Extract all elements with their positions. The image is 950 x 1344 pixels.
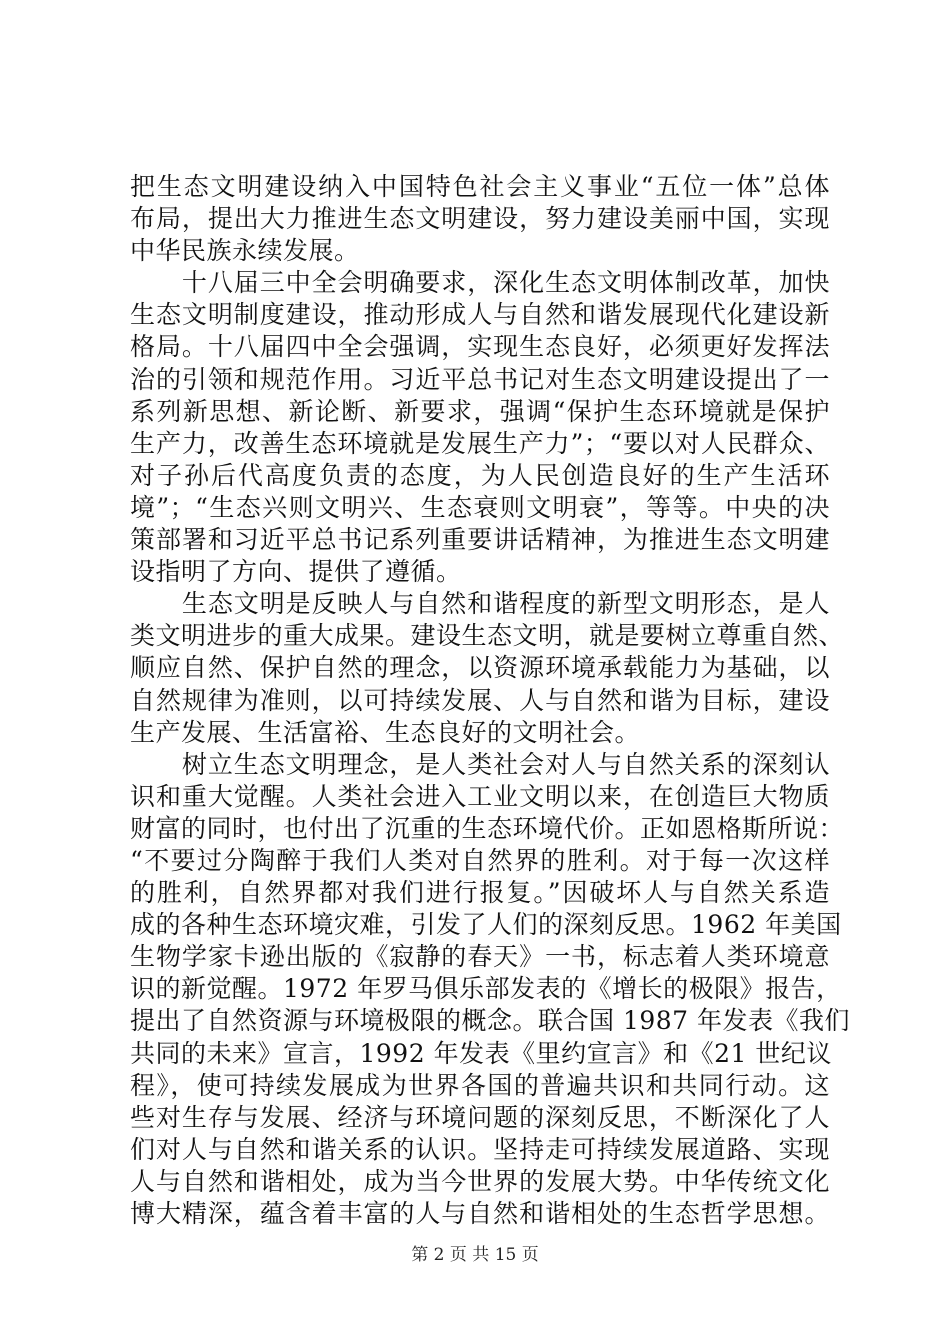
text-line: 生态文明是反映人与自然和谐程度的新型文明形态，是人 <box>130 589 830 619</box>
text-line: 布局，提出大力推进生态文明建设，努力建设美丽中国，实现 <box>130 204 830 234</box>
text-line: 财富的同时，也付出了沉重的生态环境代价。正如恩格斯所说： <box>130 813 845 843</box>
text-line: “不要过分陶醉于我们人类对自然界的胜利。对于每一次这样 <box>130 845 830 875</box>
text-line: 对子孙后代高度负责的态度，为人民创造良好的生产生活环 <box>130 460 830 490</box>
text-line: 共同的未来》宣言，1992 年发表《里约宣言》和《21 世纪议 <box>130 1038 832 1068</box>
text-line: 设指明了方向、提供了遵循。 <box>130 557 462 587</box>
text-line: 博大精深，蕴含着丰富的人与自然和谐相处的生态哲学思想。 <box>130 1199 830 1228</box>
text-line: 树立生态文明理念，是人类社会对人与自然关系的深刻认 <box>130 749 830 779</box>
text-line: 策部署和习近平总书记系列重要讲话精神，为推进生态文明建 <box>130 525 830 555</box>
text-line: 生产发展、生活富裕、生态良好的文明社会。 <box>130 717 641 747</box>
document-body <box>130 171 851 1230</box>
text-line: 格局。十八届四中全会强调，实现生态良好，必须更好发挥法 <box>130 332 830 362</box>
text-line: 自然规律为准则，以可持续发展、人与自然和谐为目标，建设 <box>130 685 830 715</box>
text-line: 们对人与自然和谐关系的认识。坚持走可持续发展道路、实现 <box>130 1134 830 1164</box>
text-line: 境”；“生态兴则文明兴、生态衰则文明衰”，等等。中央的决 <box>130 492 830 522</box>
text-line: 提出了自然资源与环境极限的概念。联合国 1987 年发表《我们 <box>130 1006 851 1036</box>
text-line: 的胜利，自然界都对我们进行报复。”因破坏人与自然关系造 <box>130 878 830 908</box>
text-line: 程》，使可持续发展成为世界各国的普遍共识和共同行动。这 <box>130 1070 830 1100</box>
text-line: 治的引领和规范作用。习近平总书记对生态文明建设提出了一 <box>130 364 830 394</box>
text-line: 些对生存与发展、经济与环境问题的深刻反思，不断深化了人 <box>130 1102 830 1132</box>
text-line: 识和重大觉醒。人类社会进入工业文明以来，在创造巨大物质 <box>130 781 830 811</box>
text-line: 生产力，改善生态环境就是发展生产力”；“要以对人民群众、 <box>130 428 830 458</box>
text-line: 生物学家卡逊出版的《寂静的春天》一书，标志着人类环境意 <box>130 942 830 972</box>
text-line: 中华民族永续发展。 <box>130 236 360 266</box>
text-line: 类文明进步的重大成果。建设生态文明，就是要树立尊重自然、 <box>130 621 845 651</box>
text-line: 把生态文明建设纳入中国特色社会主义事业“五位一体”总体 <box>130 172 830 201</box>
text-line: 十八届三中全会明确要求，深化生态文明体制改革，加快 <box>130 268 830 298</box>
text-line: 顺应自然、保护自然的理念，以资源环境承载能力为基础，以 <box>130 653 830 683</box>
text-line: 成的各种生态环境灾难，引发了人们的深刻反思。1962 年美国 <box>130 910 842 940</box>
text-line: 生态文明制度建设，推动形成人与自然和谐发展现代化建设新 <box>130 300 830 330</box>
text-line: 人与自然和谐相处，成为当今世界的发展大势。中华传统文化 <box>130 1166 830 1196</box>
page-footer: 第 2 页 共 15 页 <box>411 1245 539 1265</box>
text-line: 系列新思想、新论断、新要求，强调“保护生态环境就是保护 <box>130 396 830 426</box>
text-line: 识的新觉醒。1972 年罗马俱乐部发表的《增长的极限》报告， <box>130 974 842 1004</box>
